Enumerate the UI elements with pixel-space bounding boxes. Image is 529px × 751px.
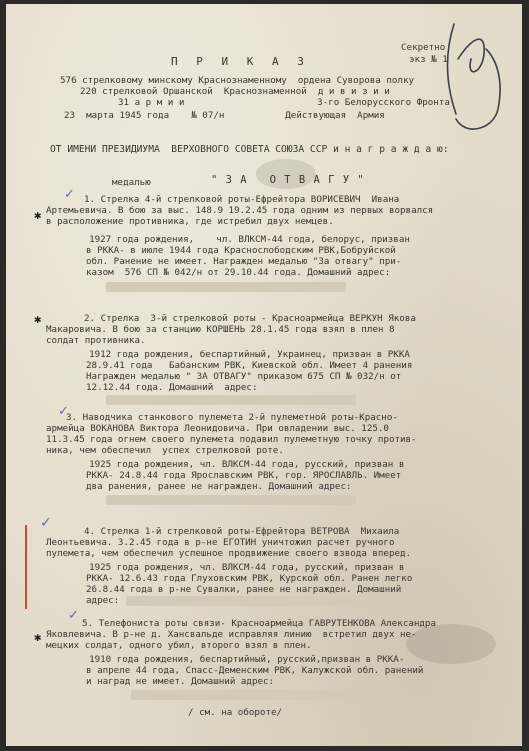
document-page bbox=[6, 4, 522, 746]
entry-line: 11.3.45 года огнем своего пулемета подавил пулеметную точку против- bbox=[46, 434, 417, 445]
entry-line: мецких солдат, одного убил, второго взял в плен. bbox=[46, 640, 312, 651]
entry-line: 1912 года рождения, беспартийный, Украинец, призван в РККА bbox=[78, 349, 410, 360]
entry-line: Артемьевича. В бою за выс. 148.9 19.2.45 года одним из первых ворвался bbox=[46, 205, 434, 216]
entry-line: Яковлевича. В р-не д. Хансвальде исправляя линию встретил двух не- bbox=[46, 629, 417, 640]
redacted-address bbox=[106, 282, 346, 292]
document-title: П Р И К А З bbox=[171, 55, 310, 68]
check-mark-icon: ✓ bbox=[64, 187, 75, 202]
entry-line: 1925 года рождения, чл. ВЛКСМ-44 года, русский, призван в bbox=[78, 459, 405, 470]
header-line: 23 марта 1945 года № 07/н Действующая Армия bbox=[64, 110, 385, 121]
redacted-address bbox=[106, 395, 356, 405]
entry-line: армейца ВОКАНОВА Виктора Леонидовича. При овладении выс. 125.0 bbox=[46, 423, 389, 434]
secrecy-stamp: Секретно bbox=[401, 42, 446, 53]
entry-line: 4. Стрелка 1-й стрелковой роты-Ефрейтора ВЕТРОВА Михаила bbox=[84, 526, 400, 537]
entry-line: Макаровича. В бою за станцию КОРШЕНЬ 28.1.45 года взял в плен 8 bbox=[46, 324, 395, 335]
redacted-address bbox=[106, 495, 356, 505]
check-mark-icon: ✓ bbox=[58, 404, 69, 419]
red-margin-mark bbox=[25, 525, 27, 609]
asterisk-mark-icon: ✱ bbox=[34, 312, 42, 326]
entry-line: и наград не имеет. Домашний адрес: bbox=[86, 676, 275, 687]
entry-line: 28.9.41 года Бабанским РВК, Киевской обл. Имеет 4 ранения bbox=[86, 360, 413, 371]
reverse-side-note: / см. на обороте/ bbox=[188, 707, 283, 718]
paper-stain bbox=[256, 159, 316, 189]
paper-stain bbox=[406, 624, 496, 664]
entry-line: 1. Стрелка 4-й стрелковой роты-Ефрейтора ВОРИСЕВИЧ Ивана bbox=[84, 194, 400, 205]
header-line: 576 стрелковому минскому Краснознаменному ордена Суворова полку bbox=[60, 75, 415, 86]
redacted-address bbox=[131, 690, 351, 700]
check-mark-icon: ✓ bbox=[68, 608, 79, 623]
entry-line: адрес: bbox=[86, 595, 120, 606]
entry-line: обл. Ранение не имеет. Награжден медалью "За отвагу" при- bbox=[86, 256, 402, 267]
asterisk-mark-icon: ✱ bbox=[34, 208, 42, 222]
entry-line: в РККА- в июле 1944 года Краснослободским РВК,Бобруйской bbox=[86, 245, 396, 256]
entry-line: 1925 года рождения, чл. ВЛКСМ-44 года, русский, призван в bbox=[78, 562, 405, 573]
entry-line: казом 576 СП № 042/н от 29.10.44 года. Домашний адрес: bbox=[86, 267, 391, 278]
check-mark-icon: ✓ bbox=[40, 515, 52, 531]
entry-line: солдат противника. bbox=[46, 335, 146, 346]
entry-line: 2. Стрелка 3-й стрелковой роты - Красноармейца ВЕРКУН Якова bbox=[84, 313, 416, 324]
entry-line: РККА- 12.6.43 года Глуховским РВК, Курской обл. Ранен легко bbox=[86, 573, 413, 584]
entry-line: ника, чем обеспечил успех стрелковой роте. bbox=[46, 445, 284, 456]
entry-line: 12.12.44 года. Домашний адрес: bbox=[86, 382, 258, 393]
handwritten-signature-icon bbox=[426, 19, 521, 139]
medal-prefix: медалью bbox=[112, 177, 151, 188]
entry-line: Леонтьевича. 3.2.45 года в р-не ЕГОТИН уничтожил расчет ручного bbox=[46, 537, 395, 548]
entry-line: пулемета, чем обеспечил успешное продвижение своего взвода вперед. bbox=[46, 548, 412, 559]
preamble: ОТ ИМЕНИ ПРЕЗИДИУМА ВЕРХОВНОГО СОВЕТА СОЮЗА ССР и н а г р а ж д а ю: bbox=[50, 144, 449, 155]
entry-line: два ранения, ранее не награжден. Домашний адрес: bbox=[86, 481, 352, 492]
entry-line: РККА- 24.8.44 года Ярославским РВК, гор. ЯРОСЛАВЛЬ. Имеет bbox=[86, 470, 402, 481]
entry-line: 5. Телефониста роты связи- Красноармейца ГАВРУТЕНКОВА Александра bbox=[82, 618, 437, 629]
entry-line: 1927 года рождения, чл. ВЛКСМ-44 года, белорус, призван bbox=[78, 234, 410, 245]
asterisk-mark-icon: ✱ bbox=[34, 630, 42, 644]
header-line: 31 а р м и и 3-го Белорусского Фронта bbox=[118, 97, 450, 108]
entry-line: в расположение противника, где истребил двух немцев. bbox=[46, 216, 334, 227]
entry-line: 1910 года рождения, беспартийный, русский,призван в РККА- bbox=[78, 654, 405, 665]
redacted-address bbox=[126, 596, 376, 606]
entry-line: Награжден медалью " ЗА ОТВАГУ" приказом 675 СП № 032/н от bbox=[86, 371, 402, 382]
entry-line: 26.8.44 года в р-не Сувалки, ранее не награжден. Домашний bbox=[86, 584, 402, 595]
header-line: 220 стрелковой Оршанской Краснознаменной д и в и з и и bbox=[80, 86, 390, 97]
copy-number: экз № 1 bbox=[409, 54, 448, 65]
medal-name: " З А О Т В А Г У " bbox=[211, 174, 365, 186]
entry-line: 3. Наводчика станкового пулемета 2-й пулеметной роты-Красно- bbox=[66, 412, 398, 423]
entry-line: в апреле 44 года, Спасс-Деменским РВК, Калужской обл. ранений bbox=[86, 665, 424, 676]
